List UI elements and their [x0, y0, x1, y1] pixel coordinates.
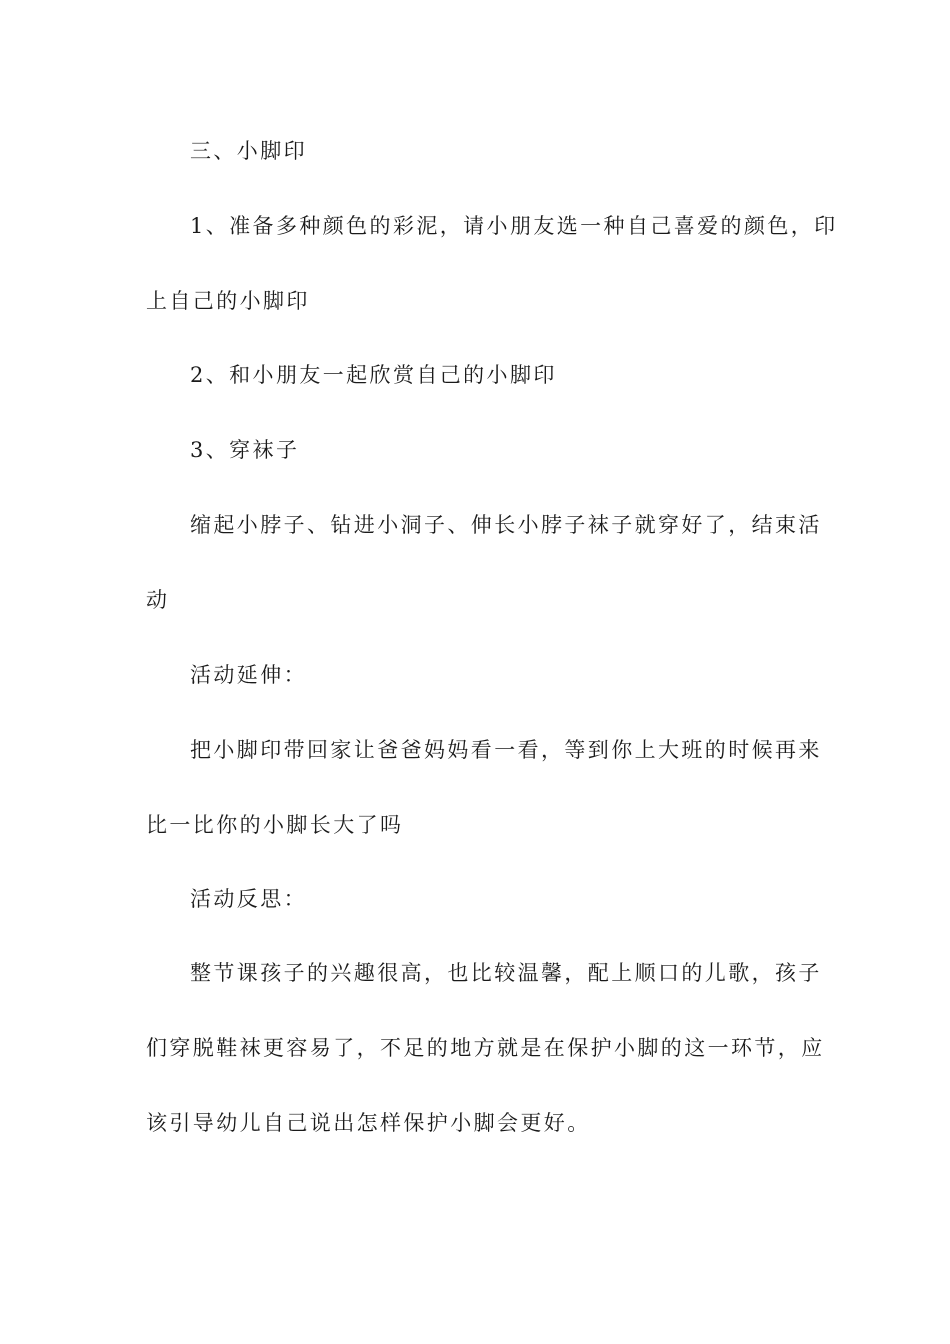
step-2: 2、和小朋友一起欣赏自己的小脚印	[190, 363, 557, 387]
step-3: 3、穿袜子	[190, 438, 300, 462]
step-1-line-2: 上自己的小脚印	[146, 289, 310, 313]
reflection-heading: 活动反思：	[190, 887, 307, 911]
extension-line-1: 把小脚印带回家让爸爸妈妈看一看，等到你上大班的时候再来	[190, 738, 822, 762]
ending-line-2: 动	[146, 588, 170, 612]
extension-line-2: 比一比你的小脚长大了吗	[146, 813, 404, 837]
ending-line-1: 缩起小脖子、钻进小洞子、伸长小脖子袜子就穿好了，结束活	[190, 513, 822, 537]
extension-heading: 活动延伸：	[190, 663, 307, 687]
section-heading: 三、小脚印	[190, 139, 307, 163]
step-1-line-1: 1、准备多种颜色的彩泥，请小朋友选一种自己喜爱的颜色，印	[190, 214, 838, 238]
reflection-line-3: 该引导幼儿自己说出怎样保护小脚会更好。	[146, 1111, 591, 1135]
reflection-line-2: 们穿脱鞋袜更容易了，不足的地方就是在保护小脚的这一环节，应	[146, 1036, 825, 1060]
reflection-line-1: 整节课孩子的兴趣很高，也比较温馨，配上顺口的儿歌，孩子	[190, 961, 822, 985]
